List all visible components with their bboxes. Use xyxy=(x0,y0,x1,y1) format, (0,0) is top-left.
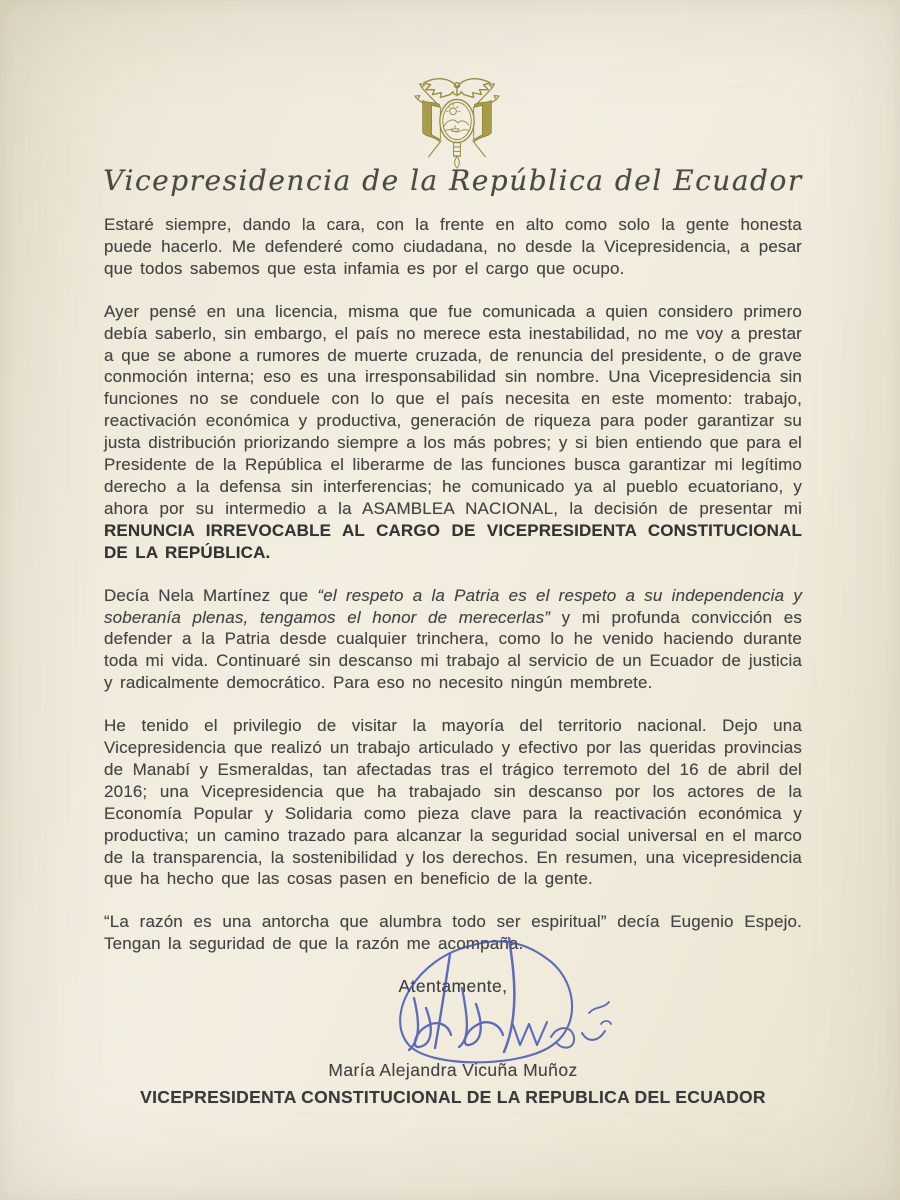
text-segment-normal: Estaré siempre, dando la cara, con la frente en alto como solo la gente honesta puede hacerlo. Me defenderé como ciudadana, no desde la Vicepresidencia, a pesar que todos sabemos que esta infamia es por el cargo que ocupo. xyxy=(104,215,802,278)
text-segment-normal: Ayer pensé en una licencia, misma que fue comunicada a quien considero primero debía saberlo, sin embargo, el país no merece esta inestabilidad, no me voy a prestar a que se abone a rumores de muerte cruzada, de renuncia del presidente, o de grave conmoción interna; eso es una irresponsabilidad sin nombre. Una Vicepresidencia sin funciones no se conduele con lo que el país necesita en este momento: trabajo, reactivación económica y productiva, generación de riqueza para poder garantizar su justa distribución priorizando siempre a los más pobres; y si bien entiendo que para el Presidente de la República el liberarme de las funciones busca garantizar mi legítimo derecho a la defensa sin interferencias; he comunicado ya al pueblo ecuatoriano, y ahora por su intermedio a la ASAMBLEA NACIONAL, la decisión de presentar mi xyxy=(104,301,802,518)
signatory-title: VICEPRESIDENTA CONSTITUCIONAL DE LA REPUBLICA DEL ECUADOR xyxy=(140,1087,766,1107)
paragraph xyxy=(104,715,802,890)
text-segment-italic: “el respeto a la Patria es el respeto a su independencia y soberanía plenas, tengamos el honor de merecerlas” xyxy=(104,585,802,627)
text-segment-bold: RENUNCIA IRREVOCABLE AL CARGO DE VICEPRESIDENTA CONSTITUCIONAL DE LA REPÚBLICA. xyxy=(104,520,802,562)
paragraph xyxy=(104,585,802,695)
text-segment-normal: “La razón es una antorcha que alumbra todo ser espiritual” decía Eugenio Espejo. Tengan la seguridad de que la razón me acompaña. xyxy=(104,912,802,954)
handwritten-signature-icon xyxy=(352,928,628,1080)
text-segment-normal: Decía Nela Martínez que xyxy=(104,585,318,605)
signatory-name: María Alejandra Vicuña Muñoz xyxy=(328,1060,578,1080)
ecuador-coat-of-arms-icon xyxy=(408,72,506,174)
text-segment-normal: y mi profunda convicción es defender a la Patria desde cualquier trinchera, como lo he venido haciendo durante toda mi vida. Continuaré sin descanso mi trabajo al servicio de un Ecuador de justicia y radicalmente democrático. Para eso no necesito ningún membrete. xyxy=(104,607,802,693)
paragraph xyxy=(104,301,802,564)
closing-salutation: Atentamente, xyxy=(398,976,508,996)
text-segment-normal: He tenido el privilegio de visitar la mayoría del territorio nacional. Dejo una Vicepresidencia que realizó un trabajo articulado y efectivo por las queridas provincias de Manabí y Esmeraldas, tan afectadas tras el trágico terremoto del 16 de abril del 2016; una Vicepresidencia que ha trabajado sin descanso por los actores de la Economía Popular y Solidaria como pieza clave para la reactivación económica y productiva; un camino trazado para alcanzar la seguridad social universal en el marco de la transparencia, la sostenibilidad y los derechos. En resumen, una vicepresidencia que ha hecho que las cosas pasen en beneficio de la gente. xyxy=(104,716,802,889)
letter-body xyxy=(104,214,802,976)
letterhead-script-title: Vicepresidencia de la República del Ecuador xyxy=(103,164,803,197)
paragraph xyxy=(104,214,802,280)
